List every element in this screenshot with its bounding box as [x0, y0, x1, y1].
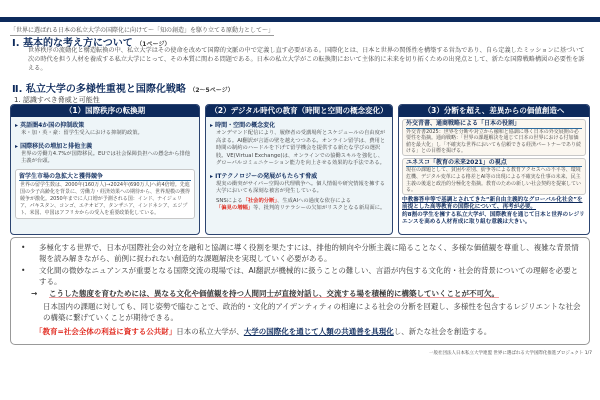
box3-note1: 中教審答申等で基調とされてきた“新自由主義的なグローバル化社会”を前提とした高等教育の国際化について、再考が必要。	[402, 196, 583, 210]
closing-underlined: 大学の国際化を通じて人類の共通善を具現化	[243, 327, 394, 336]
bullet-icon: •	[21, 243, 26, 252]
box3-inner1-head: 外交青書、通商戦略による「日本の役割」	[406, 120, 582, 129]
section2-page: （2〜5ページ）	[189, 87, 234, 94]
closing-2: 日本の私立大学が、	[176, 327, 244, 336]
conclusion-box	[10, 237, 590, 345]
box3-title: （3）分断を超え、差異からの価値創造へ	[399, 105, 589, 117]
box1-title: （1）国際秩序の転換期	[11, 105, 199, 117]
box2-item2-head: ITテクノロジーの発展がもたらす脅威	[215, 172, 318, 180]
box2-title: （2）デジタル時代の教育（時間と空間の概念変化）	[206, 105, 392, 117]
box3-note2: 約8割の学生を擁する私立大学が、国際教育を通じて日本と世界のレジリエンスを高める人材育成に取り組む意義は大きい。	[402, 211, 585, 225]
section2-heading	[12, 80, 234, 95]
closing-4: し、新たな社会を創造する。	[393, 327, 492, 336]
section2-title: Ⅱ. 私立大学の多様性重視と国際化戦略	[12, 84, 186, 95]
section1-page: （1ページ）	[136, 41, 171, 48]
box2-item1-head: 時間・空間の概念変化	[215, 122, 276, 129]
sns-b: 「社会的分断」	[242, 197, 278, 204]
box-international-order	[10, 104, 200, 235]
closing-red: 「教育=社会全体の利益に資する公共財」	[35, 327, 177, 336]
box1-item1-head: 英語圏4か国の抑制政策	[20, 122, 85, 129]
sns-c: 、生成AIへの過度な依存による	[277, 197, 352, 204]
box3-inner2-head: ユネスコ「教育の未来2021」の視点	[406, 159, 582, 168]
box2-item-head: ▸ 時間・空間の概念変化	[210, 122, 276, 129]
key-statement: こうした態度を育むためには、異なる文化や価値観を持つ人間同士が直接対話し、交流する場を積極的に構築していくことが不可欠。	[49, 289, 499, 298]
box3-inner2	[402, 158, 586, 195]
bullet2-text: 文化間の微妙なニュアンスが重要となる国際交流の現場では、AI翻訳が機械的に扱うことの難しい、言語が内包する文化的・社会的背景についての理解を必要とする。	[39, 266, 579, 286]
footer: 一般社団法人日本私立大学連盟 世界に選ばれる大学国際化推進プロジェクト 1/7	[428, 351, 592, 356]
sns-e: 等、批判的リテラシーの欠如がリスクとなる新局面に。	[253, 205, 386, 211]
sns-a: SNSによる	[216, 197, 243, 204]
closing-line	[35, 326, 585, 337]
section1-title: Ⅰ. 基本的な考え方について	[12, 38, 133, 49]
box3-inner1	[402, 119, 586, 156]
box1-inner-text: 世界の留学生数は、2000年(160万人)→2024年(690万人)へ約4倍増。先進国の少子高齢化を背景に、労働力・経済効果への期待から、世界規模の獲得競争が激化。2050年までに人口増が予測される国：インド、ナイジェリア、パキスタン、コンゴ、エチオピア、タンザニア、インドネシア、エジプト、米国、中国はアフリカからの受入を重要政策化している。	[20, 181, 191, 216]
subsection-heading: 1. 認識すべき脅威と可能性	[14, 96, 100, 104]
box-digital-education	[205, 104, 393, 235]
box3-inner1-text: 外交青書2025：世界を分断や対立から融和と協調に導く日本の外交展開の必要性を指摘。通商戦略：「世界の課題解決を通じて日本の世界における付加価値を最大化」し「不確実な世界においても信頼できる経済パートナーであり続ける」との目標を掲げる。	[406, 128, 582, 155]
header-bar	[0, 17, 600, 22]
arrow-icon: →	[31, 289, 38, 298]
bullet1-text: 多極化する世界で、日本が国際社会の対立を融和と協調に導く役割を果たすには、排他的傾向や分断主義に陥ることなく、多様な価値観を尊重し、複雑な背景情報を読み解きながら、前例に捉われない創造的な課題解決を実現していく必要がある。	[39, 243, 579, 263]
document-subtitle: 「世界に選ばれる日本の私立大学の国際化に向けて〜「知の創造」を駆り立てる原動力として〜」	[10, 27, 275, 34]
box1-item1-text: 米・加・英・豪：留学生受入における抑制的政策。	[21, 130, 143, 136]
box1-item2-text: 世界の労働力4.7%が国際移民。EUでは社会保障負担への懸念から排他主義が台頭。	[21, 150, 190, 164]
box2-sns-text	[216, 198, 386, 213]
box1-inner-head: 留学生市場の急拡大と獲得競争	[19, 171, 191, 181]
box3-inner2-text: 現在の課題として、貧困や差別、紛争等による教育アクセスへの不平等、環境危機、デジタル変革による格差とAI等の出現による不確実な仕事の未来、民主主義の後退と政治的分極化を指摘。教育のための新しい社会契約を提案している。	[406, 167, 582, 194]
section1-body: 世界秩序の流動化と構造転換の中、私立大学はその使命を改めて国際的文脈の中で定義し直す必要がある。国際化とは、日本と世界の関係性を構築する営為であり、自ら定義したミッションに基づいて次の時代を担う人材を養成する私立大学にとって、その本質に関わる問題である。日本の私立大学がこの転換期において主体的に未来を切り拓くための出発点として、新たな国際戦略構図の必要性を訴える。	[28, 47, 585, 72]
box2-item1-text: オンデマンド配信により、履修者の受講場所とスケジュールの自由度が高まる。AI翻訳が言語の壁を越えつつある。オンライン留学は、費用と時間の制約のハードルを下げて留学機会を提供する新たな学びの選択肢。VE(Virtual Exchange)は、オンラインでの協働スキルを強化し、グローバルコミュニケーション能力を向上させる効果的な手法である。	[216, 130, 386, 166]
box1-item-head: ▸ 国際移民の増加と排他主義	[15, 142, 93, 150]
box1-item-head: ▸ 英語圏4か国の抑制政策	[15, 122, 85, 129]
box-value-creation	[398, 104, 590, 235]
box2-item2-text: 現実の衝突がサイバー空間の代理戦争へ。個人情報や研究情報を擁する大学においても深刻な被害が発生している。	[216, 180, 386, 194]
domestic-paragraph: 日本国内の課題に対しても、同じ姿勢で臨むことで、政治的・文化的アイデンティティの相違による社会の分断を回避し、多様性を包含するレジリエントな社会の構築に繋げていくことが期待できる。	[43, 302, 581, 322]
box2-item-head: ▸ ITテクノロジーの発展がもたらす脅威	[210, 172, 318, 180]
bullet-icon: •	[21, 266, 26, 275]
box1-item2-head: 国際移民の増加と排他主義	[20, 142, 93, 150]
sns-d: 「偏見の増幅」	[216, 205, 254, 211]
box1-inner	[15, 169, 195, 219]
